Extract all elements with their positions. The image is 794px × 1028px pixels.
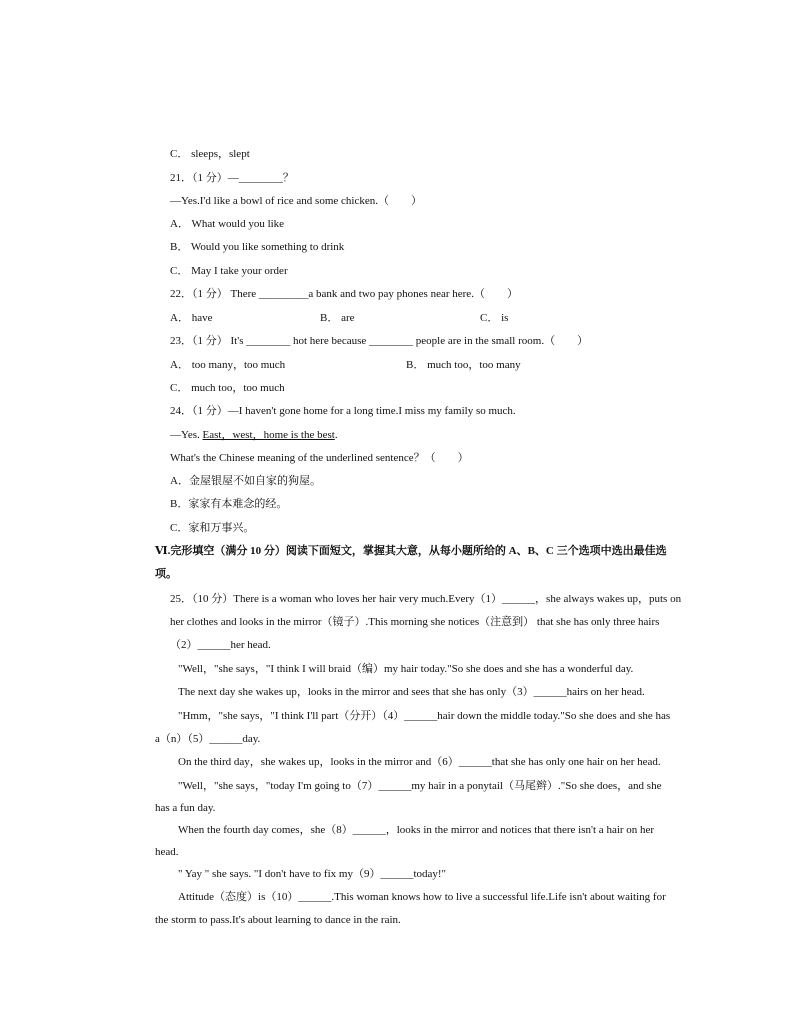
- q21-option-a: A． What would you like: [170, 218, 285, 230]
- q24-stem: 24．（1 分）—I haven't gone home for a long time.I miss my family so much.: [170, 405, 516, 417]
- passage-line-15: the storm to pass.It's about learning to dance in the rain.: [155, 914, 401, 926]
- q20-option-c: C． sleeps，slept: [170, 148, 250, 160]
- q23-option-b: B． much too，too many: [406, 359, 521, 371]
- q22-option-a: A． have: [170, 312, 213, 324]
- q21-option-c: C． May I take your order: [170, 265, 288, 277]
- passage-line-2: her clothes and looks in the mirror（镜子）.This morning she notices（注意到） that she has only three hairs: [170, 616, 660, 628]
- q21-reply: —Yes.I'd like a bowl of rice and some chicken.（ ）: [170, 195, 422, 207]
- q24-reply-suffix: .: [334, 429, 338, 441]
- q22-stem: 22．（1 分） There _________a bank and two pay phones near here.（ ）: [170, 288, 518, 300]
- section-heading: Ⅵ.完形填空（满分 10 分）阅读下面短文，掌握其大意，从每小题所给的 A、B、C 三个选项中选出最佳选: [155, 545, 667, 557]
- q24-underlined-sentence: East，west，home is the best: [202, 429, 335, 441]
- passage-line-4: "Well，"she says，"I think I will braid（编）my hair today."So she does and she has a wonderful day.: [178, 663, 634, 675]
- q24-option-a: A．金屋银屋不如自家的狗屋。: [170, 475, 321, 487]
- q21-option-b: B． Would you like something to drink: [170, 241, 345, 253]
- passage-line-9: "Well，"she says，"today I'm going to（7）______my hair in a ponytail（马尾辫）."So she does，and she: [178, 780, 662, 792]
- passage-line-10: has a fun day.: [155, 802, 216, 814]
- passage-line-3: （2）______her head.: [170, 639, 271, 651]
- passage-line-12: head.: [155, 846, 179, 858]
- q21-stem: 21．（1 分）—________？: [170, 172, 294, 184]
- passage-line-7: a（n）（5）______day.: [155, 733, 261, 745]
- q23-option-c: C． much too，too much: [170, 382, 285, 394]
- q22-option-c: C． is: [480, 312, 509, 324]
- section-heading-cont: 项。: [155, 568, 177, 580]
- q23-stem: 23．（1 分） It's ________ hot here because ________ people are in the small room.（ ）: [170, 335, 589, 347]
- passage-line-13: " Yay " she says. "I don't have to fix my（9）______today!": [178, 868, 447, 880]
- q24-option-b: B．家家有本难念的经。: [170, 498, 288, 510]
- passage-line-6: "Hmm，"she says，"I think I'll part（分开）（4）______hair down the middle today."So she does and she has: [178, 710, 671, 722]
- q24-option-c: C．家和万事兴。: [170, 522, 255, 534]
- q23-option-a: A． too many，too much: [170, 359, 286, 371]
- q24-reply-prefix: —Yes.: [170, 429, 203, 441]
- passage-line-14: Attitude（态度）is（10）______.This woman knows how to live a successful life.Life isn't about waiting for: [178, 891, 666, 903]
- q24-reply: [170, 428, 338, 442]
- passage-line-8: On the third day，she wakes up，looks in the mirror and（6）______that she has only one hair on her head.: [178, 756, 661, 768]
- q22-option-b: B． are: [320, 312, 355, 324]
- q24-question: What's the Chinese meaning of the underlined sentence？（ ）: [170, 452, 469, 464]
- passage-line-5: The next day she wakes up，looks in the mirror and sees that she has only（3）______hairs on her head.: [178, 686, 645, 698]
- passage-line-1: 25．（10 分）There is a woman who loves her hair very much.Every（1）______，she always wakes up，puts on: [170, 593, 682, 605]
- passage-line-11: When the fourth day comes，she（8）______，looks in the mirror and notices that there isn't a hair on her: [178, 824, 655, 836]
